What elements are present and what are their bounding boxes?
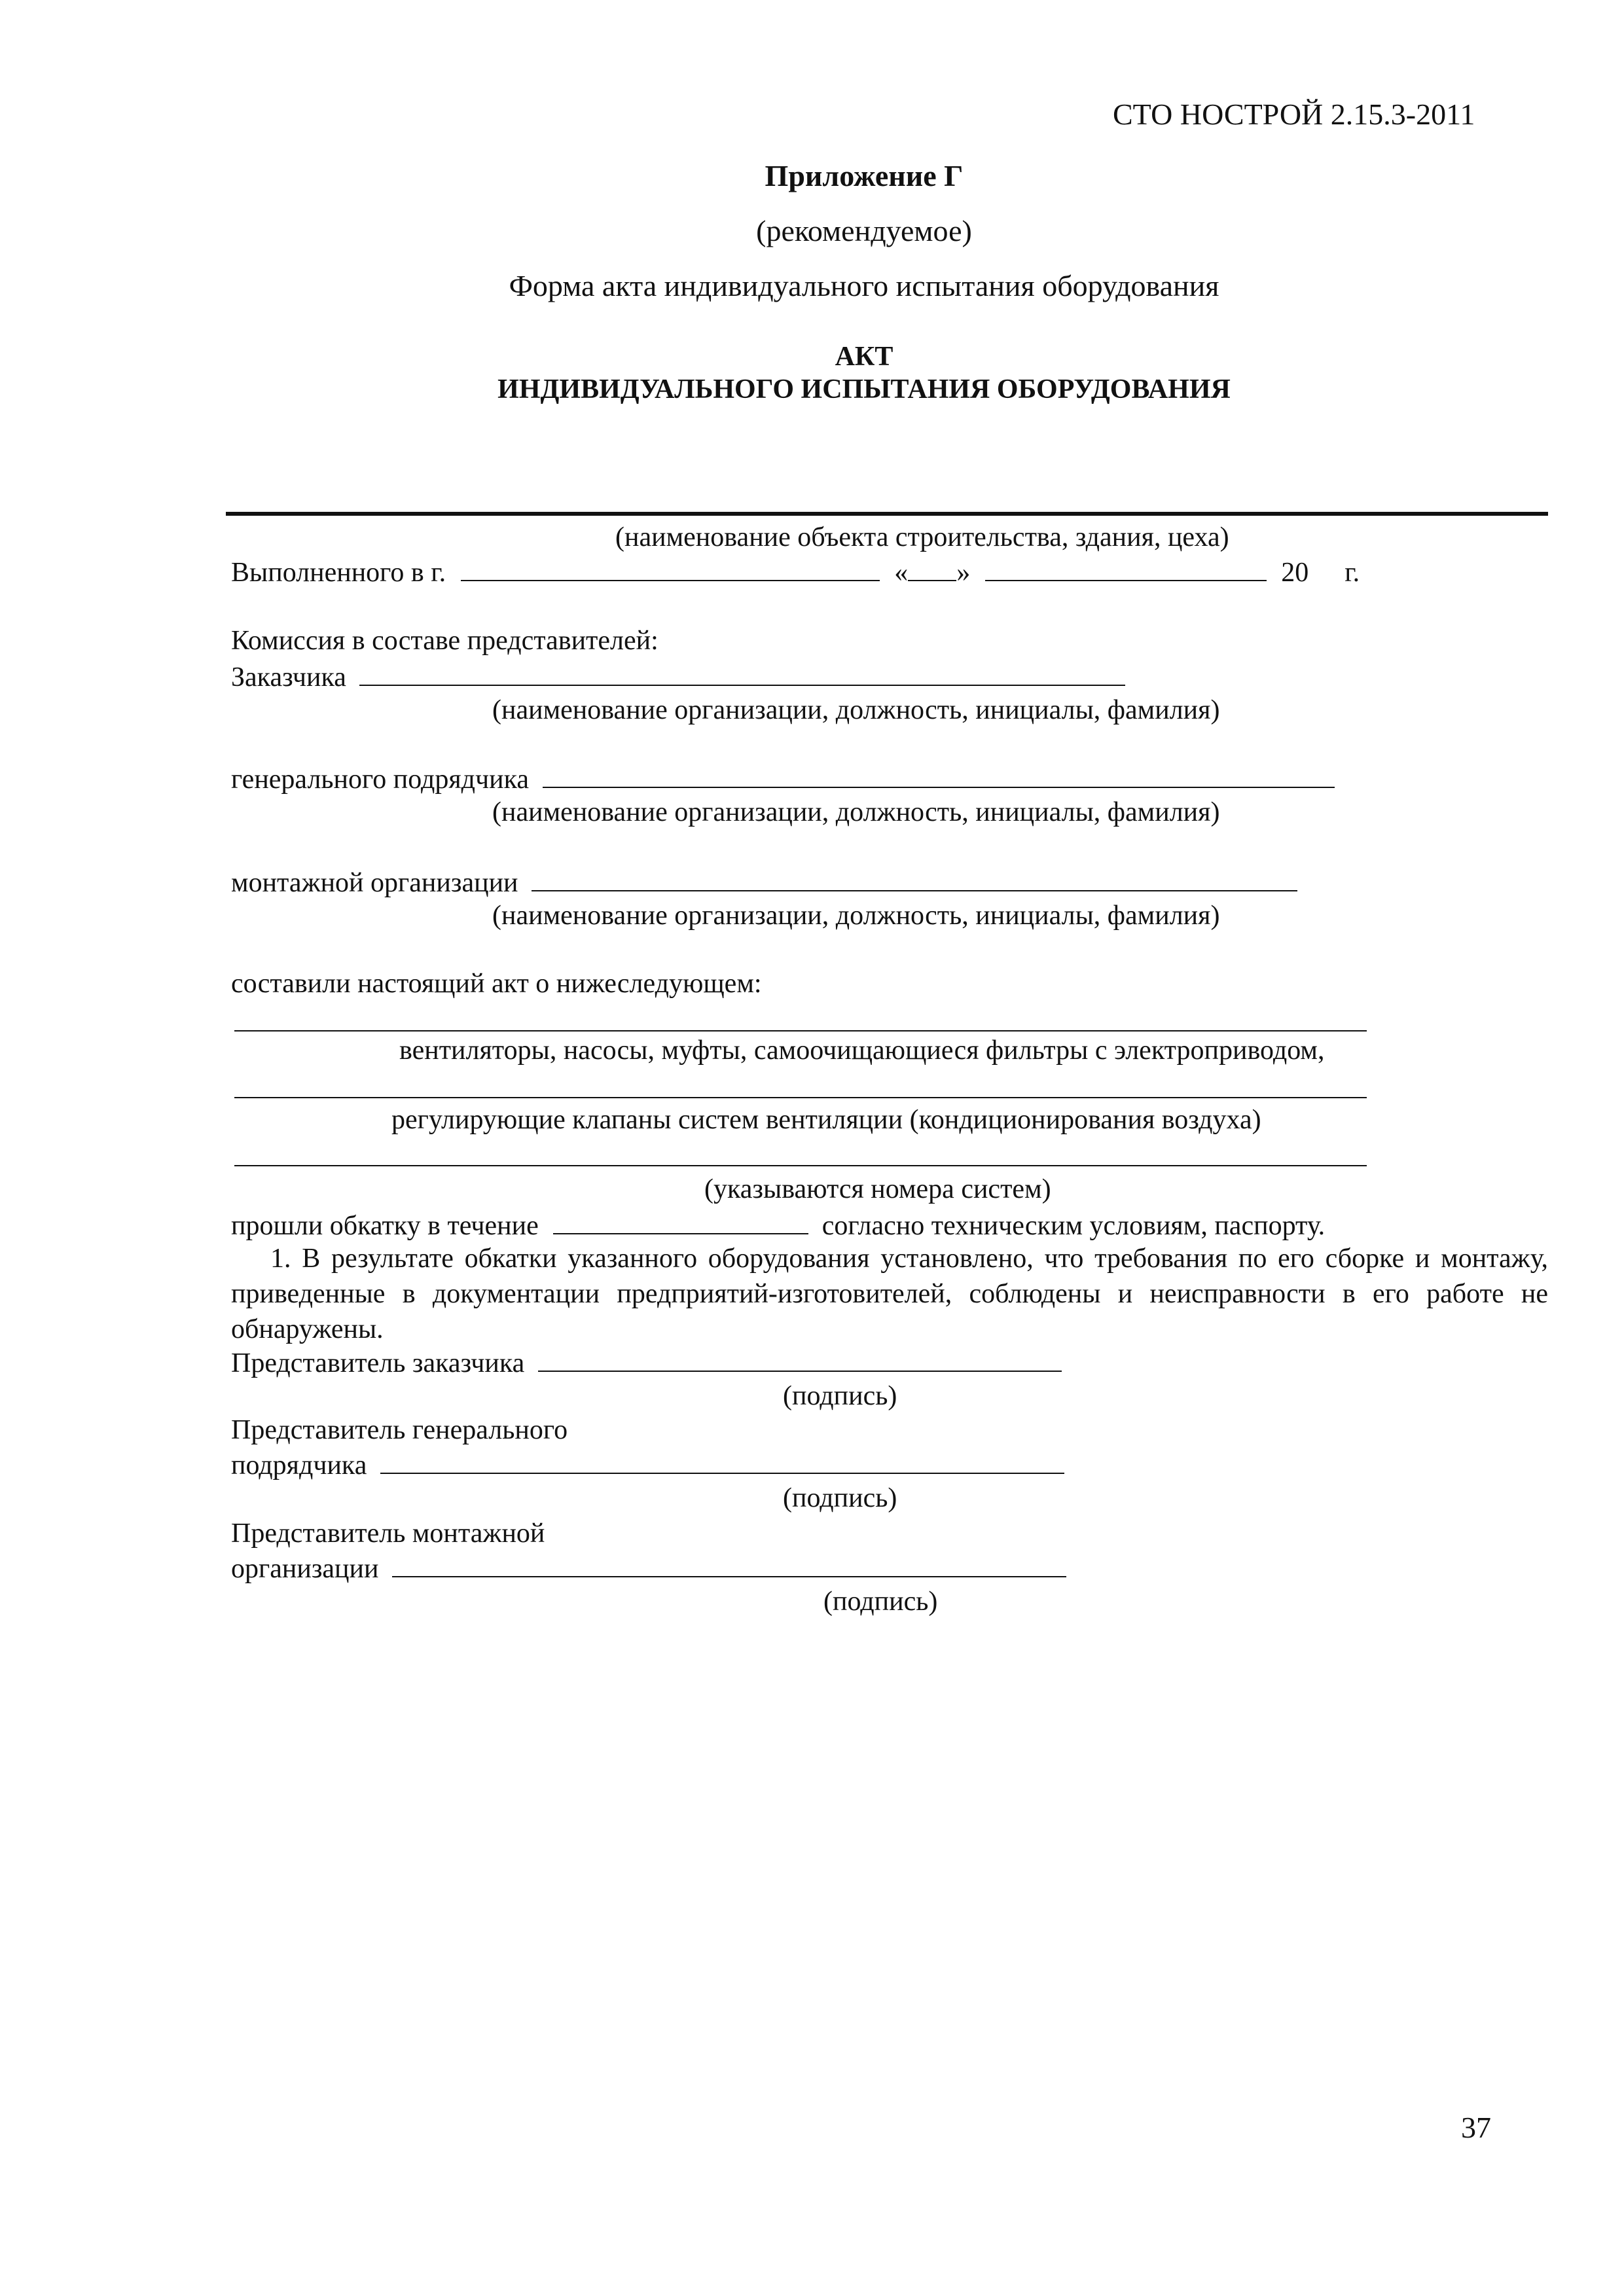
- city-field[interactable]: [461, 558, 880, 581]
- act-title-full: ИНДИВИДУАЛЬНОГО ИСПЫТАНИЯ ОБОРУДОВАНИЯ: [497, 374, 1231, 404]
- installer-field[interactable]: [532, 868, 1297, 891]
- systems-field-line[interactable]: [234, 1165, 1367, 1166]
- customer-signature-caption: (подпись): [783, 1381, 897, 1411]
- installer-signature-caption: (подпись): [823, 1587, 938, 1617]
- general-contractor-caption: (наименование организации, должность, инициалы, фамилия): [492, 797, 1220, 827]
- customer-caption: (наименование организации, должность, инициалы, фамилия): [492, 695, 1220, 725]
- appendix-subtitle: (рекомендуемое): [756, 214, 972, 247]
- runin-row: [231, 1211, 1325, 1240]
- installer-rep-label-1: Представитель монтажной: [231, 1518, 545, 1549]
- customer-field[interactable]: [359, 662, 1125, 686]
- customer-rep-row: [231, 1348, 1062, 1377]
- equipment-line-1: вентиляторы, насосы, муфты, самоочищающиеся фильтры с электроприводом,: [399, 1035, 1325, 1066]
- appendix-title: Приложение Г: [765, 159, 964, 192]
- installer-caption: (наименование организации, должность, инициалы, фамилия): [492, 901, 1220, 931]
- year-field[interactable]: [1316, 559, 1338, 581]
- gc-rep-label-2: подрядчика: [231, 1450, 367, 1480]
- commission-intro: Комиссия в составе представителей:: [231, 626, 659, 656]
- quote-close: »: [956, 558, 971, 588]
- result-paragraph: 1. В результате обкатки указанного оборудования установлено, что требования по его сборке и монтажу, приведенные в документации предприятий-изготовителей, соблюдены и неисправности в его работе не обнаружены.: [231, 1244, 1548, 1344]
- performed-row: [231, 558, 1360, 586]
- year-suffix: г.: [1344, 558, 1360, 588]
- day-field[interactable]: [908, 558, 956, 581]
- equipment-line-2: регулирующие клапаны систем вентиляции (кондиционирования воздуха): [391, 1105, 1261, 1135]
- general-contractor-label: генерального подрядчика: [231, 764, 530, 795]
- object-caption: (наименование объекта строительства, здания, цеха): [615, 522, 1229, 552]
- equipment-field-line-1[interactable]: [234, 1030, 1367, 1031]
- page-number: 37: [1461, 2111, 1491, 2144]
- gc-rep-label-1: Представитель генерального: [231, 1415, 568, 1445]
- month-field[interactable]: [985, 558, 1267, 581]
- composed-text: составили настоящий акт о нижеследующем:: [231, 969, 762, 999]
- installer-rep-label-2: организации: [231, 1554, 379, 1584]
- gc-rep-row: [231, 1450, 1064, 1479]
- customer-label: Заказчика: [231, 662, 346, 692]
- systems-caption: (указываются номера систем): [704, 1174, 1051, 1204]
- form-name: Форма акта индивидуального испытания оборудования: [509, 269, 1219, 302]
- customer-rep-label: Представитель заказчика: [231, 1348, 525, 1378]
- customer-row: [231, 662, 1125, 691]
- object-field-line[interactable]: [226, 512, 1548, 516]
- quote-open: «: [894, 558, 909, 588]
- runin-prefix: прошли обкатку в течение: [231, 1211, 539, 1241]
- performed-label: Выполненного в г.: [231, 558, 446, 588]
- act-title: АКТ: [835, 342, 893, 372]
- document-code: СТО НОСТРОЙ 2.15.3-2011: [1113, 98, 1475, 131]
- year-prefix: 20: [1281, 558, 1309, 588]
- installer-row: [231, 868, 1297, 897]
- installer-label: монтажной организации: [231, 868, 518, 898]
- installer-rep-row: [231, 1554, 1066, 1583]
- general-contractor-field[interactable]: [543, 764, 1335, 788]
- equipment-field-line-2[interactable]: [234, 1097, 1367, 1098]
- installer-signature-field[interactable]: [392, 1554, 1066, 1577]
- gc-signature-field[interactable]: [380, 1450, 1064, 1474]
- runin-suffix: согласно техническим условиям, паспорту.: [821, 1211, 1326, 1241]
- gc-signature-caption: (подпись): [783, 1483, 897, 1513]
- general-contractor-row: [231, 764, 1335, 793]
- customer-signature-field[interactable]: [538, 1348, 1062, 1372]
- runin-duration-field[interactable]: [553, 1211, 808, 1234]
